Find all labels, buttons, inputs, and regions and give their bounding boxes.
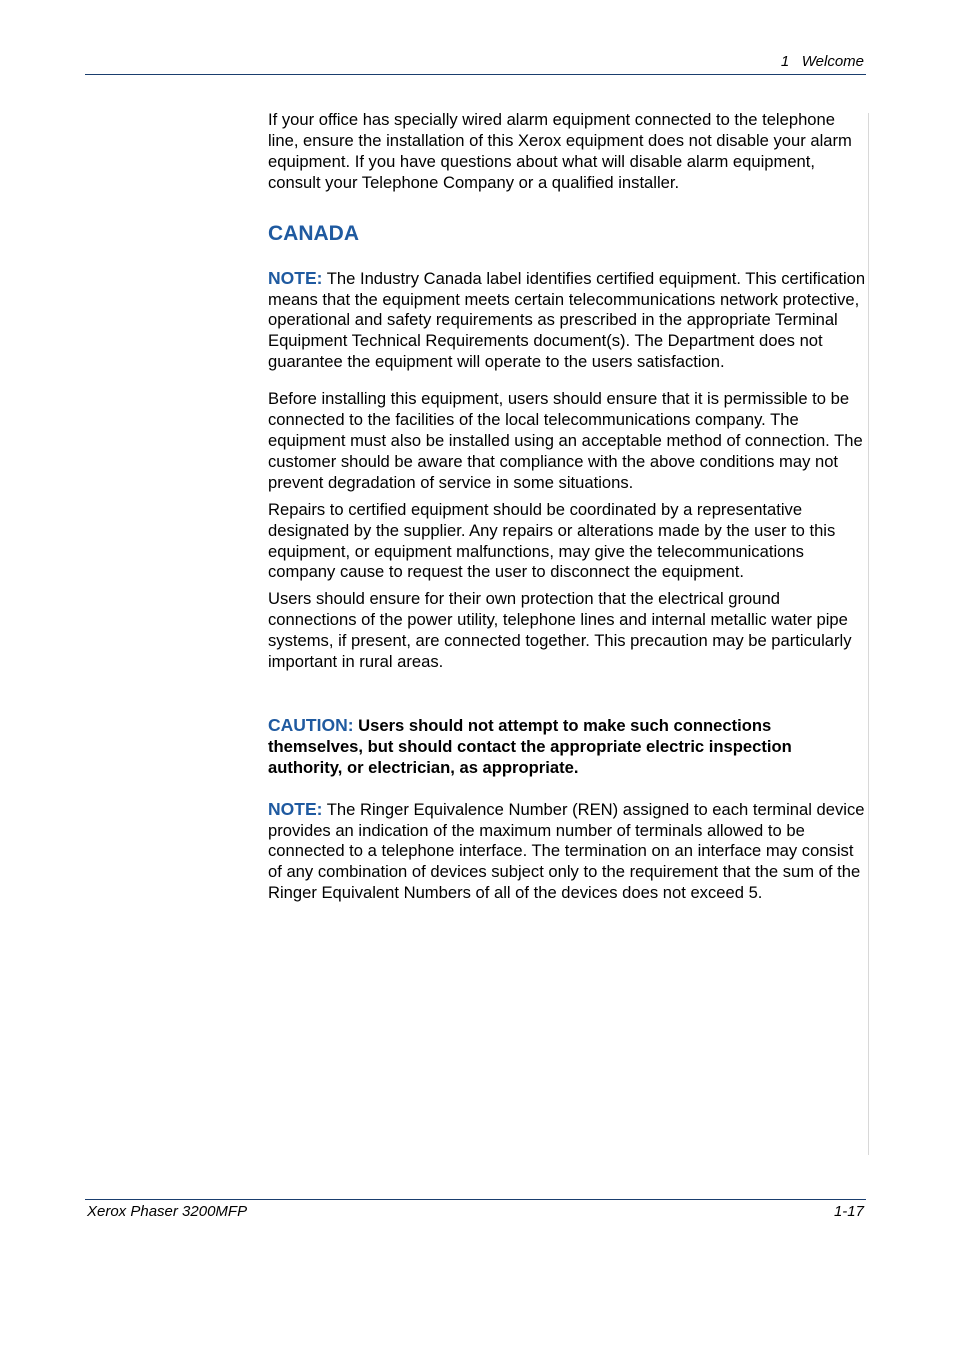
intro-paragraph: If your office has specially wired alarm equipment connected to the telephone line, ensure the installation of this Xerox equipment does not disable your alarm equipment. If you have questions about what will disable alarm equipment, consult your Telephone Company or a qualified installer. [268,110,852,192]
section-heading: CANADA [268,221,359,245]
page-body [268,110,866,904]
margin-rule [868,113,869,1155]
footer-product-name: Xerox Phaser 3200MFP [87,1203,248,1220]
running-header: 1 Welcome [780,53,864,70]
note-ren [268,799,866,905]
caution-label: CAUTION: [268,714,354,735]
caution-text: Users should not attempt to make such connections themselves, but should contact the appropriate electric inspection authority, or electrician, as appropriate. [268,715,792,777]
paragraph-repairs: Repairs to certified equipment should be coordinated by a representative designated by the supplier. Any repairs or alterations made by the user to this equipment, or equipment malfunctions, may give the telecommunications company cause to request the user to disconnect the equipment. [268,499,836,582]
footer-page-number: 1-17 [833,1203,864,1220]
note-canada [268,268,866,374]
note-text: The Ringer Equivalence Number (REN) assigned to each terminal device provides an indication of the maximum number of terminals allowed to be connected to a telephone interface. The termination on an interface may consist of any combination of devices subject only to the requirement that the sum of the Ringer Equivalent Numbers of all of the devices does not exceed 5. [268,799,865,903]
note-text: The Industry Canada label identifies certified equipment. This certification means that the equipment meets certain telecommunications network protective, operational and safety requirements as prescribed in the appropriate Terminal Equipment Technical Requirements document(s). The Department does not guarantee the equipment will operate to the users satisfaction. [268,268,866,372]
footer-divider [85,1199,866,1200]
paragraph-before-installing: Before installing this equipment, users should ensure that it is permissible to be connected to the facilities of the local telecommunications company. The equipment must also be installed using an acceptable method of connection. The customer should be aware that compliance with the above conditions may not prevent degradation of service in some situations. [268,389,863,492]
note-label: NOTE: [268,798,323,819]
note-label: NOTE: [268,267,323,288]
paragraph-ground: Users should ensure for their own protection that the electrical ground connections of the power utility, telephone lines and internal metallic water pipe systems, if present, are connected together. This precaution may be particularly important in rural areas. [268,589,852,672]
caution-notice [268,715,866,779]
header-divider [85,74,866,75]
